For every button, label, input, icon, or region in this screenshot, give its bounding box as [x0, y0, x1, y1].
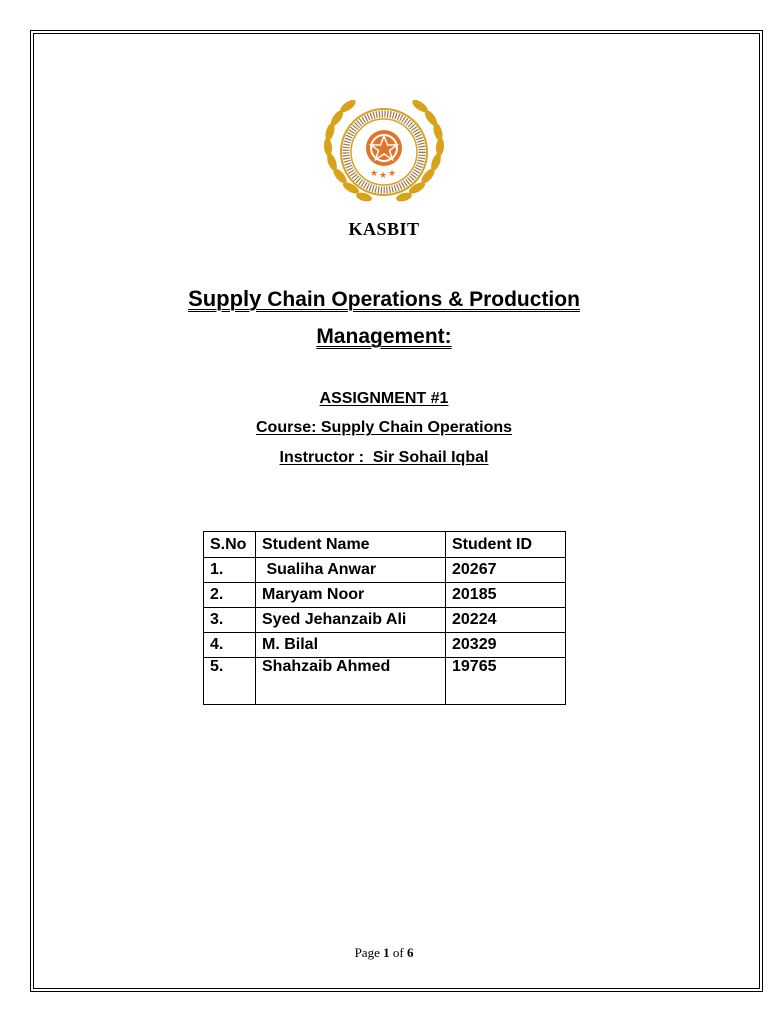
svg-text:★: ★ — [379, 171, 388, 181]
cell-student-id: 20329 — [446, 633, 566, 658]
cell-student-name: M. Bilal — [256, 633, 446, 658]
table-header-row — [204, 532, 566, 558]
cell-sno: 5. — [204, 658, 256, 705]
cell-student-name: Maryam Noor — [256, 583, 446, 608]
svg-text:★: ★ — [370, 169, 379, 179]
footer-middle: of — [389, 945, 407, 960]
page-footer — [0, 945, 768, 961]
cell-sno: 3. — [204, 608, 256, 633]
footer-total-pages: 6 — [406, 945, 414, 960]
three-stars-icon — [370, 169, 396, 181]
cell-student-id: 20224 — [446, 608, 566, 633]
course-name: Course: Supply Chain Operations — [255, 419, 513, 436]
student-table — [203, 531, 566, 705]
cell-sno: 4. — [204, 633, 256, 658]
table-row — [204, 583, 566, 608]
footer-current-page: 1 — [383, 945, 390, 960]
cell-student-id: 20267 — [446, 558, 566, 583]
title-rest: Chain Operations & Production — [261, 288, 580, 311]
header-sno: S.No — [204, 532, 256, 558]
svg-text:★: ★ — [388, 169, 397, 179]
header-student-id: Student ID — [446, 532, 566, 558]
assignment-number: ASSIGNMENT #1 — [319, 390, 449, 407]
table-row — [204, 658, 566, 705]
title-lead-word: Supply — [188, 286, 262, 311]
cell-student-name: Shahzaib Ahmed — [256, 658, 446, 705]
org-name: KASBIT — [348, 219, 420, 239]
cell-sno: 1. — [204, 558, 256, 583]
table-row — [204, 558, 566, 583]
header-student-name: Student Name — [256, 532, 446, 558]
table-row — [204, 608, 566, 633]
kasbit-logo — [320, 92, 448, 214]
cell-sno: 2. — [204, 583, 256, 608]
document-title-line-1 — [0, 286, 768, 312]
instructor-name: Instructor : Sir Sohail Iqbal — [279, 449, 489, 466]
table-row — [204, 633, 566, 658]
footer-prefix: Page — [354, 945, 384, 960]
cell-student-name: Syed Jehanzaib Ali — [256, 608, 446, 633]
document-title-line-2: Management: — [316, 325, 452, 348]
cell-student-name: Sualiha Anwar — [256, 558, 446, 583]
cell-student-id: 19765 — [446, 658, 566, 705]
cell-student-id: 20185 — [446, 583, 566, 608]
